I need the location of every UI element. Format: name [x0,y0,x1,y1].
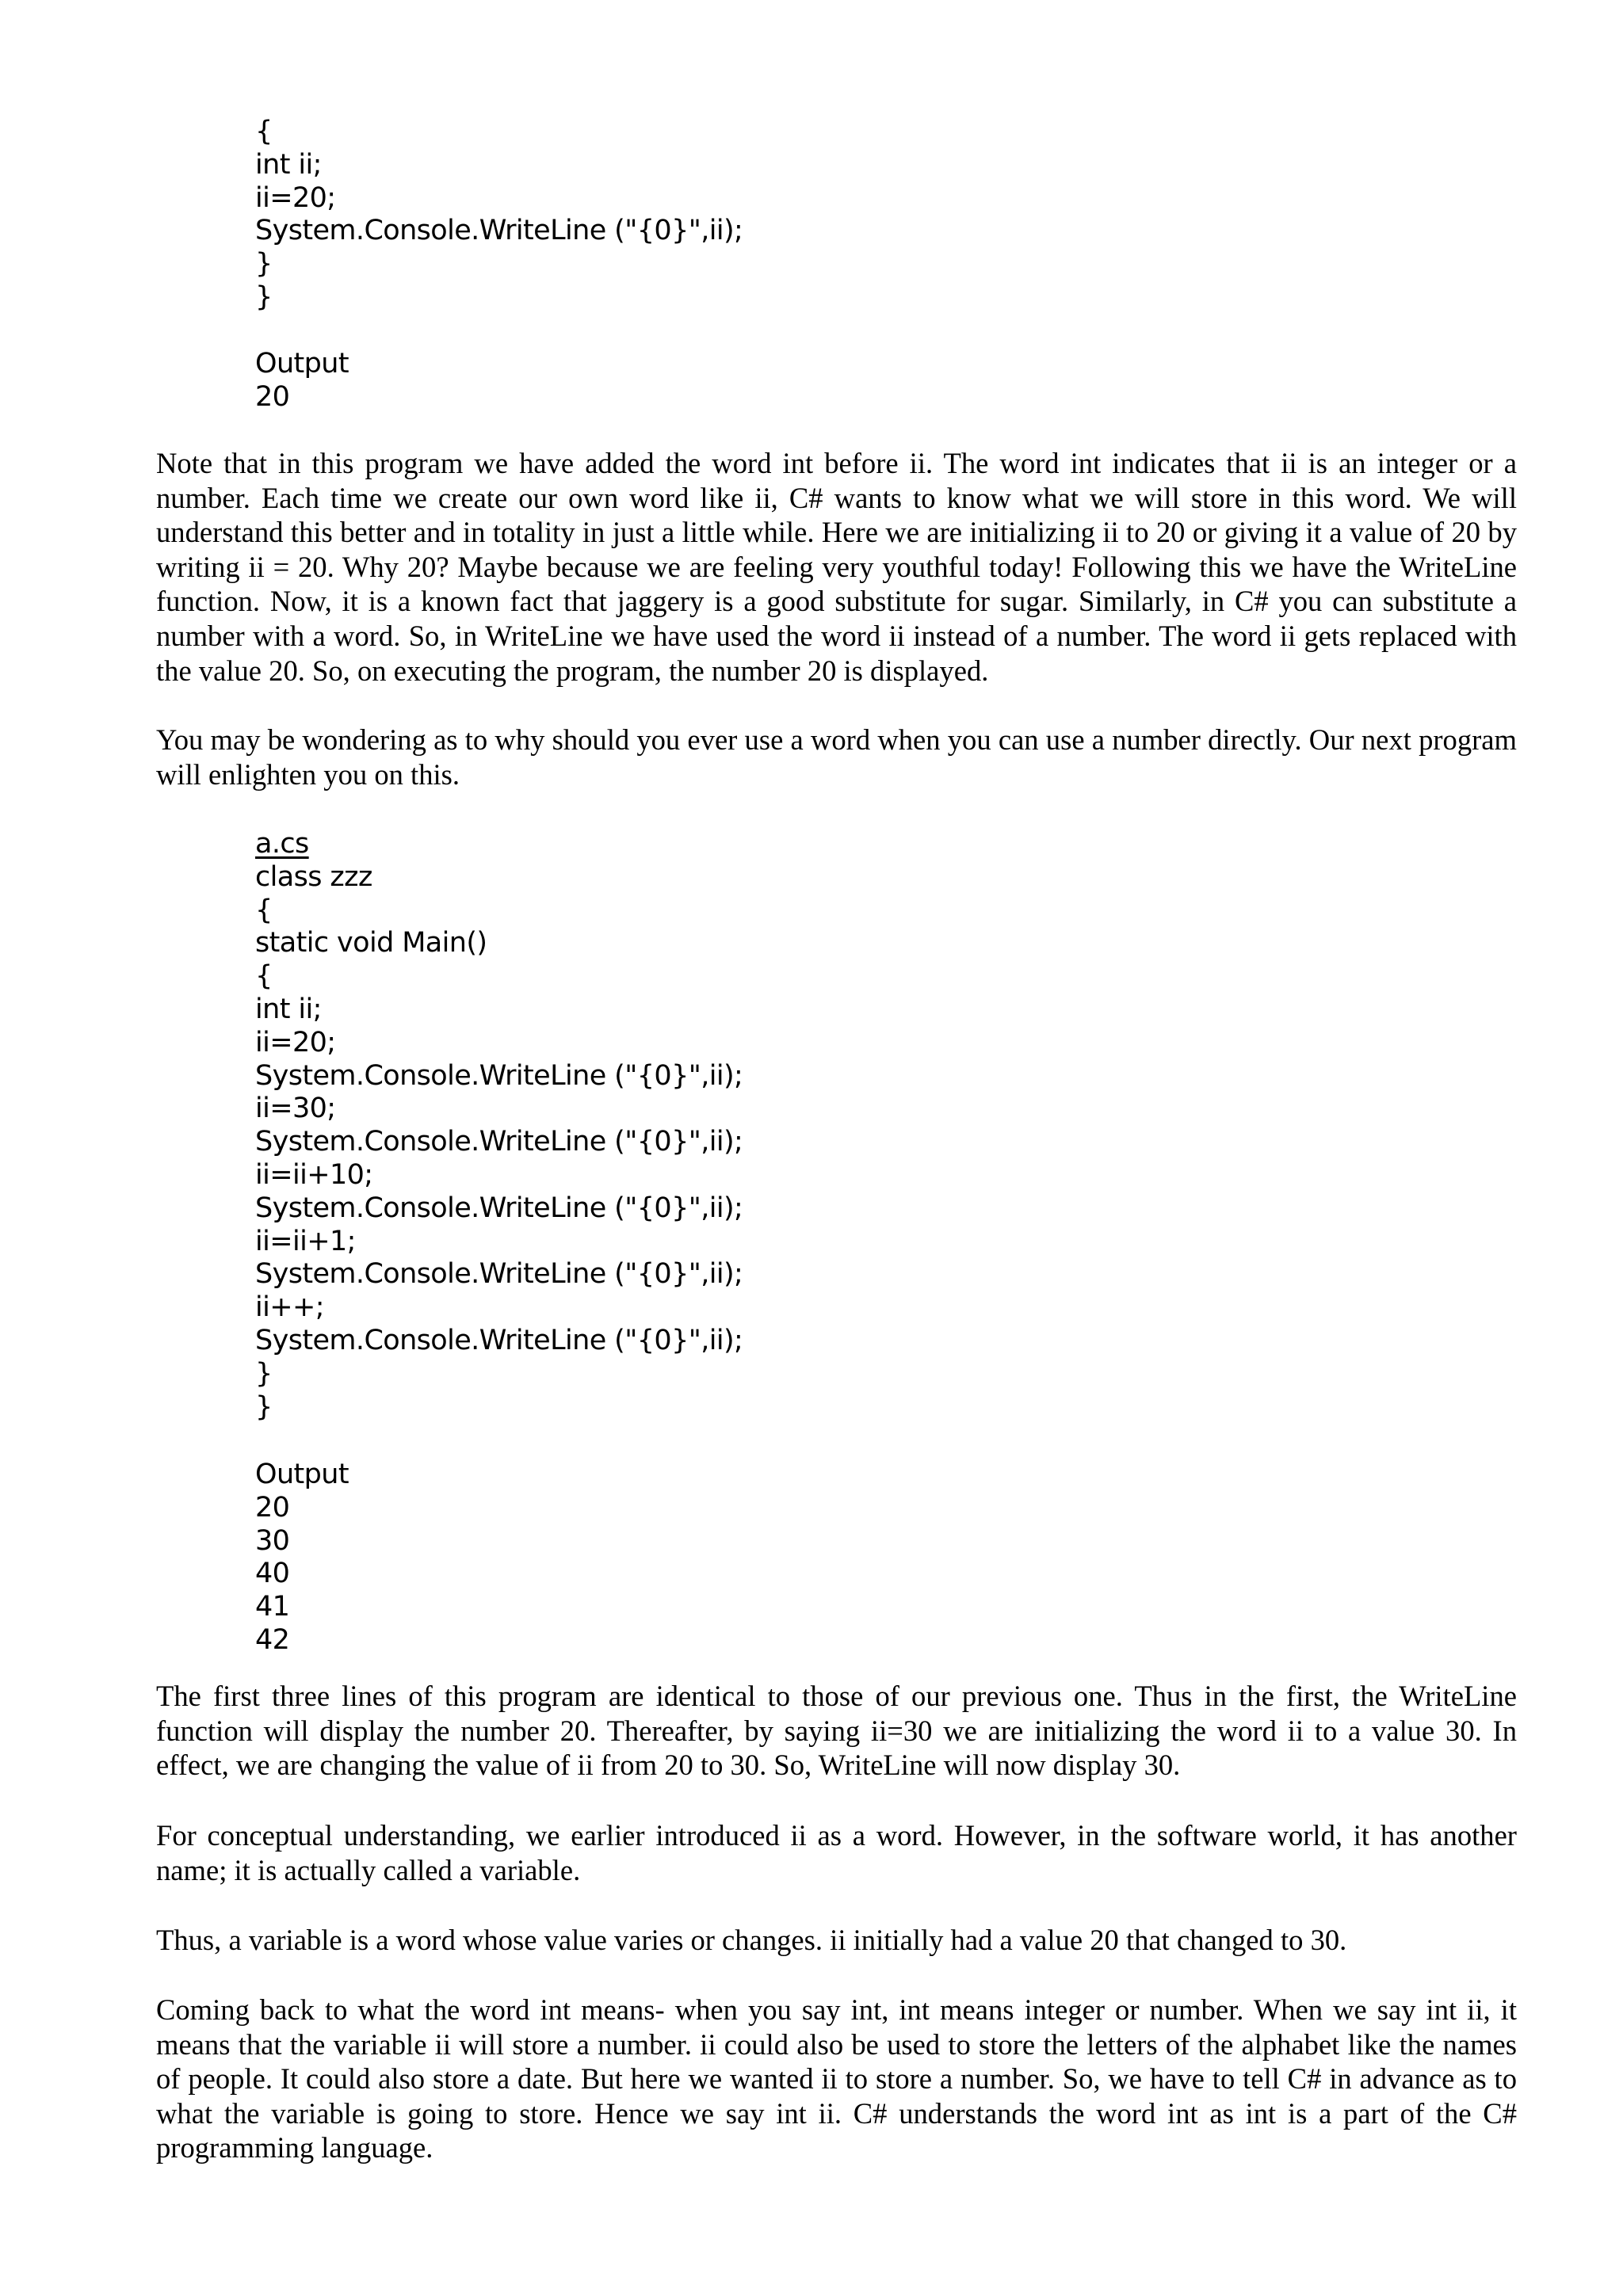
output-block-1 [255,348,349,414]
paragraph-5: Thus, a variable is a word whose value varies or changes. ii initially had a value 20 that changed to 30. [156,1924,1347,1956]
code-line: } [255,1357,273,1390]
code-line: ii=20; [255,181,336,214]
code-line: class zzz [255,860,372,893]
code-line: System.Console.WriteLine ("{0}",ii); [255,215,743,247]
code-filename: a.cs [255,828,309,860]
output-line: 41 [255,1591,290,1623]
output-line: 20 [255,1491,290,1524]
code-line: ii=ii+1; [255,1225,356,1257]
code-line: System.Console.WriteLine ("{0}",ii); [255,1324,743,1356]
code-block-1 [255,116,743,315]
paragraph-1: Note that in this program we have added the word int before ii. The word int indicates that ii is an integer or a number. Each time we create our own word like ii, C# wants to know what we will store in this word. We will understand this better and in totality in just a little while. Here we are initializing ii to 20 or giving it a value of 20 by writing ii = 20. Why 20? Maybe because we are feeling very youthful today! Following this we have the WriteLine function. Now, it is a known fact that jaggery is a good substitute for sugar. Similarly, in C# you can substitute a number with a word. So, in WriteLine we have used the word ii instead of a number. The word ii gets replaced with the value 20. So, on executing the program, the number 20 is displayed. [156,447,1517,687]
code-line: } [255,248,273,280]
code-line: ii=20; [255,1026,336,1058]
output-block-2 [255,1459,349,1657]
paragraph-3: The first three lines of this program are identical to those of our previous one. Thus in the first, the WriteLine function will display the number 20. Thereafter, by saying ii=30 we are initializing the word ii to a value 30. In effect, we are changing the value of ii from 20 to 30. So, WriteLine will now display 30. [156,1680,1517,1782]
code-block-2 [255,828,743,1424]
output-line: 42 [255,1623,290,1656]
code-line: int ii; [255,993,322,1025]
paragraph-2: You may be wondering as to why should you ever use a word when you can use a number directly. Our next program will enlighten you on this. [156,723,1517,791]
paragraph-4: For conceptual understanding, we earlier introduced ii as a word. However, in the software world, it has another name; it is actually called a variable. [156,1819,1517,1886]
code-line: { [255,960,273,993]
output-line: 20 [255,380,290,413]
paragraph-6: Coming back to what the word int means- when you say int, int means integer or number. When we say int ii, it means that the variable ii will store a number. ii could also be used to store the letters of the alphabet like the names of people. It could also store a date. But here we wanted ii to store a number. So, we have to tell C# in advance as to what the variable is going to store. Hence we say int ii. C# understands the word int as int is a part of the C# programming language. [156,1993,1517,2164]
code-line: ii=ii+10; [255,1158,373,1191]
code-line: { [255,894,273,926]
code-line: System.Console.WriteLine ("{0}",ii); [255,1059,743,1092]
code-line: } [255,280,273,313]
code-line: System.Console.WriteLine ("{0}",ii); [255,1192,743,1224]
output-line: 40 [255,1558,290,1590]
code-line: ii=30; [255,1093,336,1125]
code-line: System.Console.WriteLine ("{0}",ii); [255,1126,743,1158]
code-line: static void Main() [255,927,487,959]
code-line: } [255,1390,273,1423]
output-line: 30 [255,1524,290,1557]
output-heading: Output [255,348,349,379]
code-line: { [255,116,273,147]
code-line: int ii; [255,148,322,181]
code-line: System.Console.WriteLine ("{0}",ii); [255,1258,743,1291]
code-line: ii++; [255,1291,324,1324]
output-heading: Output [255,1459,349,1490]
